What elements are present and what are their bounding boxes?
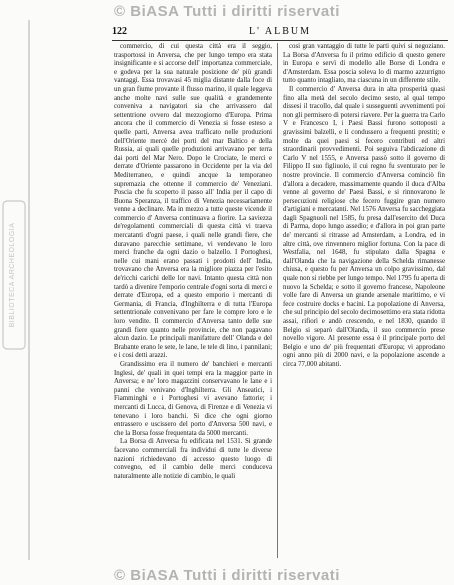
- gutter-shadow: [28, 20, 30, 560]
- column-divider: [277, 43, 278, 558]
- paragraph: La Borsa di Anversa fu edificata nel 1531. Si grande facevano commerciali fra individui di tutte le diverse nazioni richiedevano di accesso questo luogo di convegno, ed il cambio delle merci conduceva naturalmente alle notizie di cambio, le quali: [114, 438, 272, 480]
- watermark-bottom: © BiASA Tutti i diritti riservati: [114, 567, 340, 584]
- paragraph: commercio, di cui questa città era il seggio, trasportossi in Anversa, che per lungo tempo era stata insignificante e si accorse dell' importanza commerciale, e godeva per la sua naturale posizione de' più grandi vantaggi. Essa trovavasi 45 miglia distante dalla foce di un gran fiume provante il flusso marino, il quale leggeva anche molte navi sulle sue qualità e grandemente conveniva a navigatori sia che arrivassero dal settentrione ovvero dal mezzogiorno d'Europa. Prima ancora che il commercio di Venezia si fosse esteso a quelle parti, Anversa avea trafficato nelle produzioni dell'Oriente mercè dei porti del mar Baltico e della Russia, ai quali quelle produzioni arrivavano per terra dai porti del Mar Nero. Dopo le Crociate, le merci e derrate d'Oriente passarono in Occidente per la via del Mediterraneo, e quindi ancque la temporaneo supremazia che ottenne il commercio de' Veneziani. Poscia che fu scoperto il passo all' India per il capo di Buona Speranza, il traffico di Venezia necessariamente venne a declinare. Ma in mezzo a tutte queste vicende il commercio d' Anversa continuava a fiorire. La saviezza de'regolamenti commerciali di questa città vi traeva mercatanti d'ogni paese, i quali nelle grandi fiere, che duravano parecchie settimane, vi vendevano le loro merci franche da ogni dazio o balzello. I Portoghesi, nelle cui mani erano passati i prodotti dell' India, trovavano che Anversa era la migliore piazza per l'esito de'ricchi carichi delle lor navi. Intanto questa città non tardò a divenire l'emporio centrale d'ogni sorta di merci e derrate d'Europa, ed a questo emporio i mercanti di Germania, di Francia, d'Inghilterra e di tutta l'Europa settentrionale convenivano per fare le compre loro e le loro vendite. Il commercio d'Anversa tanto delle sue grandi fiere quanto nelle provincie, che non pagavano alcun dazio. Le principali manifatture dell' Olanda e del Brabante erano le sete, le lane, le tele di lino, i pannilani; e i cosi detti arazzi.: [114, 43, 272, 360]
- svg-text:BIBLIOTECA ARCHEOLOGIA: BIBLIOTECA ARCHEOLOGIA: [9, 222, 16, 328]
- page-number: 122: [112, 26, 127, 37]
- journal-title: L' ALBUM: [249, 26, 311, 37]
- library-stamp: [2, 200, 26, 350]
- watermark-top: © BiASA Tutti i diritti riservati: [114, 3, 340, 20]
- paragraph: Grandissimo era il numero de' banchieri e mercanti Inglesi, de' quali in quei tempi era la maggior parte in Anversa; e ne' loro magazzini conservavano le lane e i panni che venivano d'Inghilterra. Gli Anseatici, i Fiamminghi e i Portoghesi vi avevano fattorie; i mercanti di Lucca, di Genova, di Firenze e di Venezia vi tenevano i loro banchi. Si dice che ogni giorno entrassero e uscissero del porto d'Anversa 500 navi, e che la Borsa fosse frequentata da 5000 mercanti.: [114, 360, 272, 437]
- paragraph: Il commercio d' Anversa dura in alta prosperità quasi fino alla metà del secolo decimo sesto, al qual tempo dissesi il tracollo, dal quale i susseguenti avvenimenti poi non gli permisero di potersi riavere. Per la guerra tra Carlo V e Francesco I, i Paesi Bassi furono sottoposti a gravissimi balzelli, e li condussero a frequenti prestiti; e molte da quei paesi si fecero contributi ed altri straordinarii provvedimenti. Poi seguiva l'abdicazione di Carlo V nel 1555, e Anversa passò sotto il governo di Filippo II suo figliuolo, il cui regno fu sventurato per le nostre provincie. Il commercio d'Anversa cominciò fin d'allora a decadere, massimamente quando il duca d'Alba venne al governo de' Paesi Bassi, e si rinnovarono le persecuzioni religiose che fecero fuggire gran numero d'artigiani e mercatanti. Nel 1576 Anversa fu saccheggiata dagli Spagnuoli nel 1585, fu presa dall'esercito del Duca di Parma, dopo lungo assedio; e d'allora in poi gran parte de' mercanti si ritrasse ad Amsterdam, a Londra, ed in altre città, ove rinvennero miglior fortuna. Con la pace di Westfalia, nel 1648, fu stipulato dalla Spagna e dall'Olanda che la navigazione della Schelda rimanesse chiusa, e questo fu per Anversa un colpo gravissimo, dal quale non si riebbe per lungo tempo. Nel 1795 fu aperta di nuovo la Schelda; e sotto il governo francese, Napoleone volle fare di Anversa un grande arsenale marittimo, e vi fece costruire docks e bacini. La popolazione di Anversa, che sul principio del secolo decimosettimo era stata ridotta assai, rifiorì e andò crescendo, e nel 1830, quando il Belgio si separò dall'Olanda, il suo commercio prese novello vigore. Al presente essa è il principale porto del Belgio e uno de' più frequentati d'Europa; vi approdano ogni anno più di 2000 navi, e la popolazione ascende a circa 77,000 abitanti.: [283, 85, 445, 368]
- page-header: [112, 26, 448, 41]
- right-column: [283, 43, 445, 558]
- left-column: [114, 43, 272, 558]
- paragraph: cosi gran vantaggio di tutte le parti quivi si negoziano. La Borsa d'Anversa fu il primo edificio di questo genere in Europa e servì di modello alle Borse di Londra e d'Amsterdam. Essa poscia soleva lo di marmo azzurrigno tutto quanto intagliato, ma ciascuna in un differente stile.: [283, 43, 445, 85]
